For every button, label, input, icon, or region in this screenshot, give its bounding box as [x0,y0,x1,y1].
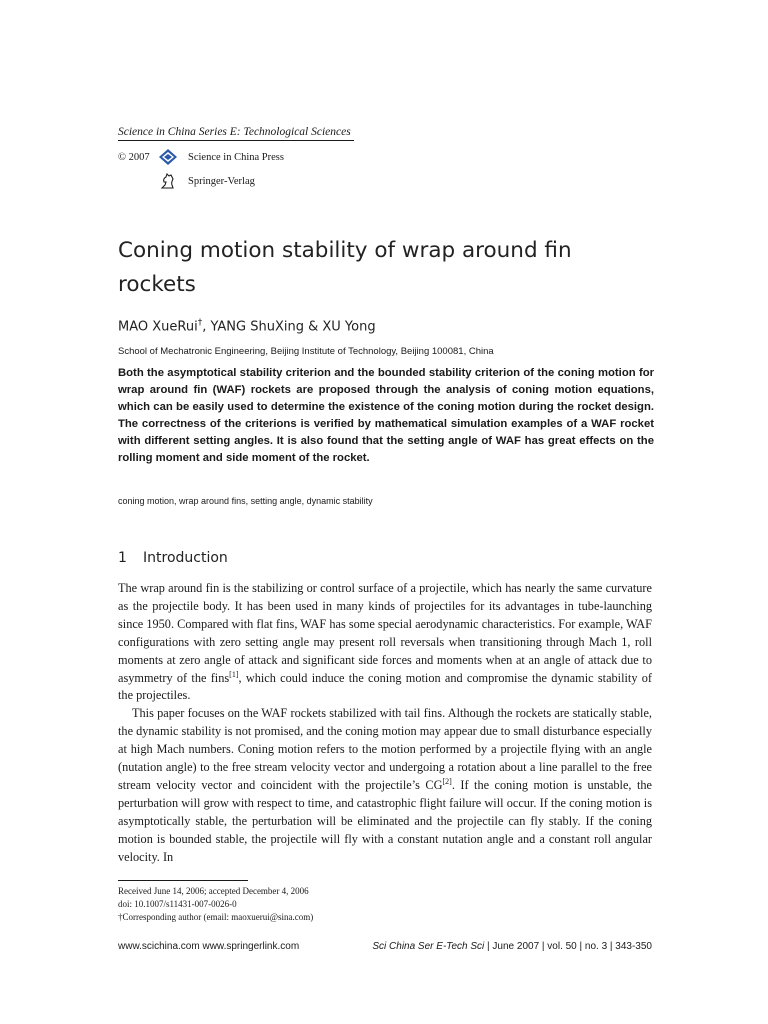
paragraph-2-text-a: This paper focuses on the WAF rockets stabilized with tail fins. Although the rockets are statically stable, the dynamic stability is not promised, and the coning motion may appear due to small disturbance especially at high Mach numbers. Coning motion refers to the motion performed by a projectile flying with an angle (nutation angle) to the free stream velocity vector and undergoing a rotation about a line parallel to the free stream velocity vector and coincident with the projectile’s CG [118,706,652,792]
publisher-springer-verlag: Springer-Verlag [188,176,255,187]
body-text [118,580,652,867]
paragraph-2-text-b: . If the coning motion is unstable, the perturbation will grow with respect to time, and catastrophic flight failure will occur. If the coning motion is asymptotically stable, the perturbation will be eliminated and the projectile can fly stably. If the coning motion is bounded stable, the projectile will fly with a constant nutation angle and a constant roll angular velocity. In [118,777,653,864]
author-rest: , YANG ShuXing & XU Yong [202,319,376,335]
footer-websites: www.scichina.com www.springerlink.com [118,941,300,952]
springer-horse-logo-icon [158,172,178,190]
corresponding-mark: † [197,318,203,328]
publisher-science-in-china-press: Science in China Press [188,152,284,163]
copyright-year: © 2007 [118,152,150,163]
paragraph-1 [118,580,652,705]
journal-series: Science in China Series E: Technological Sciences [118,126,354,141]
footnote-corresponding: †Corresponding author (email: maoxuerui@sina.com) [118,912,314,922]
abstract: Both the asymptotical stability criterion and the bounded stability criterion of the coning motion for wrap around fin (WAF) rockets are proposed through the analysis of coning motion equations, which can be easily used to determine the existence of the coning motion during the rocket design. The correctness of the criterions is verified by mathematical simulation examples of a WAF rocket with different setting angles. It is also found that the setting angle of WAF has great effects on the rolling moment and side moment of the rocket. [118,367,654,464]
science-in-china-press-logo-icon [158,148,178,166]
keywords: coning motion, wrap around fins, setting angle, dynamic stability [118,496,373,506]
citation-ref-2: [2] [442,776,452,786]
footer-citation [360,941,652,952]
affiliation: School of Mechatronic Engineering, Beijing Institute of Technology, Beijing 100081, China [118,346,494,357]
paragraph-1-text-a: The wrap around fin is the stabilizing or control surface of a projectile, which has nearly the same curvature as the projectile body. It has been used in many kinds of projectiles for its advantages in tube-launching since 1950. Compared with flat fins, WAF has some special aerodynamic characteristics. For example, WAF configurations with zero setting angle may present roll reversals when transitioning through Mach 1, roll moments at zero angle of attack and significant side forces and moments when at an angle of attack due to asymmetry of the fins [118,581,652,685]
footer-journal-abbrev: Sci China Ser E-Tech Sci [372,941,485,952]
footnote-received: Received June 14, 2006; accepted December 4, 2006 [118,886,309,896]
author-list [118,318,376,334]
footer-issue-info: | June 2007 | vol. 50 | no. 3 | 343-350 [484,941,652,952]
footnote-rule [118,880,248,881]
paragraph-2 [118,705,652,866]
section-title: Introduction [143,550,228,566]
article-title: Coning motion stability of wrap around fin rockets [118,238,572,297]
section-number: 1 [118,550,127,566]
citation-ref-1: [1] [229,669,239,679]
paragraph-1-text-b: , which could induce the coning motion and compromise the dynamic stability of the projectiles. [118,670,652,703]
footnote-doi: doi: 10.1007/s11431-007-0026-0 [118,899,237,909]
author-first: MAO XueRui [118,319,198,335]
